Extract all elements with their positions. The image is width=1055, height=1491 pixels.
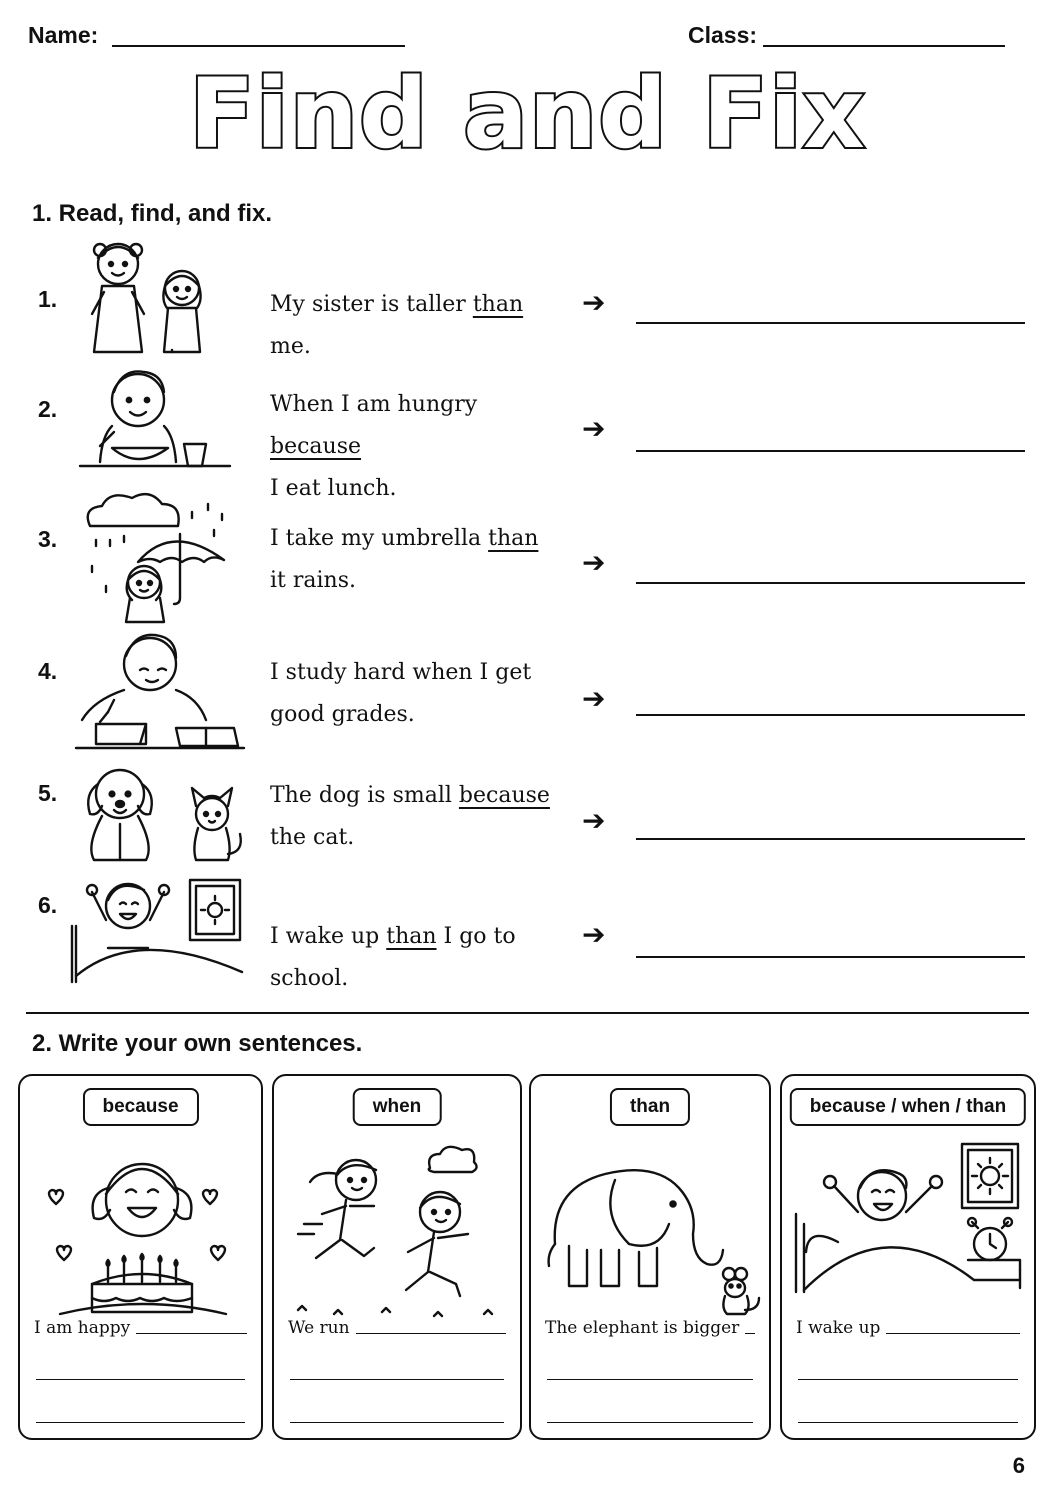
item-number: 1. — [38, 286, 58, 312]
answer-line[interactable] — [636, 322, 1025, 324]
sentence-prompt: I am happy — [34, 1318, 247, 1338]
prompt-fill-line[interactable] — [745, 1333, 755, 1334]
write-line[interactable] — [547, 1422, 753, 1423]
elephant-and-mouse-icon — [541, 1134, 763, 1334]
page-title: Find and Fix — [189, 58, 866, 170]
sentence-prompt: I wake up — [796, 1318, 1020, 1338]
sentence-card-when — [272, 1074, 522, 1440]
word-tag: because — [82, 1088, 198, 1126]
answer-line[interactable] — [636, 582, 1025, 584]
arrow-icon: ➔ — [582, 682, 606, 715]
class-write-line[interactable] — [763, 45, 1005, 47]
write-line[interactable] — [290, 1422, 504, 1423]
write-line[interactable] — [36, 1379, 245, 1380]
answer-line[interactable] — [636, 838, 1025, 840]
error-word: than — [472, 292, 524, 317]
arrow-icon: ➔ — [582, 804, 606, 837]
section2-title: 2. Write your own sentences. — [32, 1030, 363, 1057]
boy-eating-icon — [72, 364, 244, 474]
sentence: When I am hungry because I eat lunch. — [270, 392, 478, 501]
item-number: 6. — [38, 892, 58, 918]
prompt-fill-line[interactable] — [136, 1333, 247, 1334]
item-number: 2. — [38, 396, 58, 422]
answer-line[interactable] — [636, 956, 1025, 958]
answer-line[interactable] — [636, 450, 1025, 452]
girl-umbrella-rain-icon — [72, 490, 244, 626]
boy-in-bed-sun-clock-icon — [792, 1134, 1028, 1334]
answer-line[interactable] — [636, 714, 1025, 716]
sentence-card-than — [529, 1074, 771, 1440]
page-number: 6 — [1012, 1453, 1025, 1478]
sentence: I study hard when I get good grades. — [270, 660, 532, 727]
dog-and-cat-icon — [72, 764, 244, 864]
sentence-prompt: We run — [288, 1318, 506, 1338]
prompt-fill-line[interactable] — [356, 1333, 506, 1334]
error-word: than — [488, 526, 539, 551]
name-label: Name: — [28, 22, 99, 48]
write-line[interactable] — [798, 1379, 1018, 1380]
section-divider — [26, 1012, 1029, 1014]
write-line[interactable] — [36, 1422, 245, 1423]
write-line[interactable] — [547, 1379, 753, 1380]
boy-studying-icon — [72, 630, 244, 754]
error-word: than — [386, 924, 437, 949]
write-line[interactable] — [798, 1422, 1018, 1423]
word-tag: than — [610, 1088, 690, 1126]
sentence-card-because-when-than — [780, 1074, 1036, 1440]
word-tag: when — [353, 1088, 442, 1126]
item-number: 4. — [38, 658, 58, 684]
item-number: 3. — [38, 526, 58, 552]
write-line[interactable] — [290, 1379, 504, 1380]
class-label: Class: — [688, 22, 758, 48]
boy-waking-up-icon — [72, 876, 244, 984]
arrow-icon: ➔ — [582, 412, 606, 445]
sentence: I wake up than I go to school. — [270, 924, 516, 991]
arrow-icon: ➔ — [582, 918, 606, 951]
sentence: I take my umbrella than it rains. — [270, 526, 539, 593]
arrow-icon: ➔ — [582, 546, 606, 579]
sentence-prompt: The elephant is bigger — [545, 1318, 755, 1338]
sentence-card-because — [18, 1074, 263, 1440]
girl-birthday-cake-icon — [30, 1134, 255, 1334]
arrow-icon: ➔ — [582, 286, 606, 319]
sentence: My sister is taller than me. — [270, 292, 524, 359]
prompt-fill-line[interactable] — [886, 1333, 1020, 1334]
item-number: 5. — [38, 780, 58, 806]
two-girls-icon — [72, 236, 244, 356]
name-write-line[interactable] — [112, 45, 405, 47]
error-word: because — [458, 783, 550, 808]
word-tag: because / when / than — [790, 1088, 1026, 1126]
kids-running-icon — [284, 1134, 514, 1334]
error-word: because — [270, 434, 362, 459]
section1-title: 1. Read, find, and fix. — [32, 200, 273, 227]
sentence: The dog is small because the cat. — [270, 783, 550, 850]
